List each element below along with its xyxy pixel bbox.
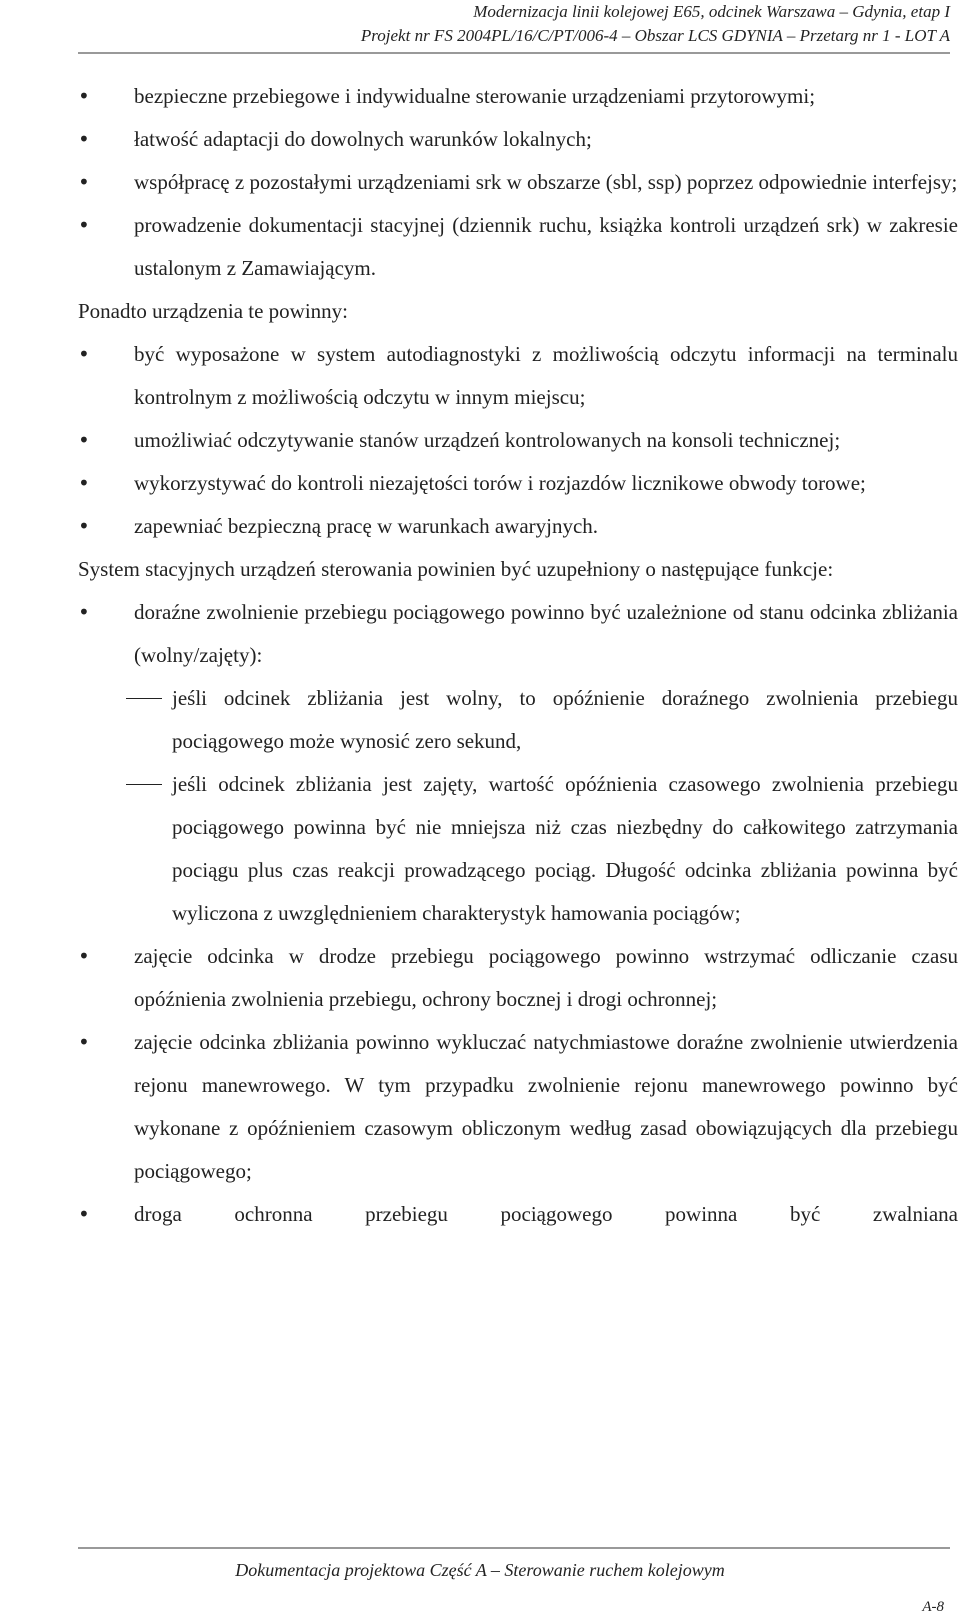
functions-list bbox=[78, 591, 958, 1236]
list-item: • łatwość adaptacji do dowolnych warunków lokalnych; bbox=[78, 118, 958, 161]
list-item: • wykorzystywać do kontroli niezajętości torów i rozjazdów licznikowe obwody torowe; bbox=[78, 462, 958, 505]
feature-list bbox=[78, 75, 958, 290]
sub-list-item: jeśli odcinek zbliżania jest zajęty, wartość opóźnienia czasowego zwolnienia przebiegu pociągowego powinna być nie mniejsza niż czas niezbędny do całkowitego zatrzymania pociągu plus czas reakcji prowadzącego pociąg. Długość odcinka zbliżania powinna być wyliczona z uwzględnieniem charakterystyk hamowania pociągów; bbox=[78, 763, 958, 935]
header-project-number: Projekt nr FS 2004PL/16/C/PT/006-4 – Obszar LCS GDYNIA – Przetarg nr 1 - LOT A bbox=[360, 26, 950, 45]
list-item: • doraźne zwolnienie przebiegu pociągowego powinno być uzależnione od stanu odcinka zbliżania (wolny/zajęty): bbox=[78, 591, 958, 677]
list-item: • być wyposażone w system autodiagnostyki z możliwością odczytu informacji na terminalu kontrolnym z możliwością odczytu w innym miejscu; bbox=[78, 333, 958, 419]
list-item: • zajęcie odcinka w drodze przebiegu pociągowego powinno wstrzymać odliczanie czasu opóźnienia zwolnienia przebiegu, ochrony bocznej i drogi ochronnej; bbox=[78, 935, 958, 1021]
list-item: • zapewniać bezpieczną pracę w warunkach awaryjnych. bbox=[78, 505, 958, 548]
list-item: • prowadzenie dokumentacji stacyjnej (dziennik ruchu, książka kontroli urządzeń srk) w zakresie ustalonym z Zamawiającym. bbox=[78, 204, 958, 290]
page-header bbox=[0, 0, 960, 48]
list-item: • współpracę z pozostałymi urządzeniami srk w obszarze (sbl, ssp) poprzez odpowiednie interfejsy; bbox=[78, 161, 958, 204]
header-divider bbox=[78, 52, 950, 54]
requirements-list bbox=[78, 333, 958, 548]
footer-divider bbox=[78, 1547, 950, 1549]
list-item: • droga ochronna przebiegu pociągowego powinna być zwalniana bbox=[78, 1193, 958, 1236]
list-item: • zajęcie odcinka zbliżania powinno wykluczać natychmiastowe doraźne zwolnienie utwierdzenia rejonu manewrowego. W tym przypadku zwolnienie rejonu manewrowego powinno być wykonane z opóźnieniem czasowym obliczonym według zasad obowiązujących dla przebiegu pociągowego; bbox=[78, 1021, 958, 1193]
page-number: A-8 bbox=[922, 1599, 944, 1615]
footer-title: Dokumentacja projektowa Część A – Sterowanie ruchem kolejowym bbox=[235, 1560, 725, 1580]
sub-list-item: jeśli odcinek zbliżania jest wolny, to opóźnienie doraźnego zwolnienia przebiegu pociągowego może wynosić zero sekund, bbox=[78, 677, 958, 763]
paragraph: System stacyjnych urządzeń sterowania powinien być uzupełniony o następujące funkcje: bbox=[78, 557, 834, 581]
list-item: • bezpieczne przebiegowe i indywidualne sterowanie urządzeniami przytorowymi; bbox=[78, 75, 958, 118]
list-item: • umożliwiać odczytywanie stanów urządzeń kontrolowanych na konsoli technicznej; bbox=[78, 419, 958, 462]
document-body bbox=[78, 75, 958, 1236]
paragraph: Ponadto urządzenia te powinny: bbox=[78, 299, 349, 323]
header-project-title: Modernizacja linii kolejowej E65, odcinek Warszawa – Gdynia, etap I bbox=[473, 2, 950, 21]
